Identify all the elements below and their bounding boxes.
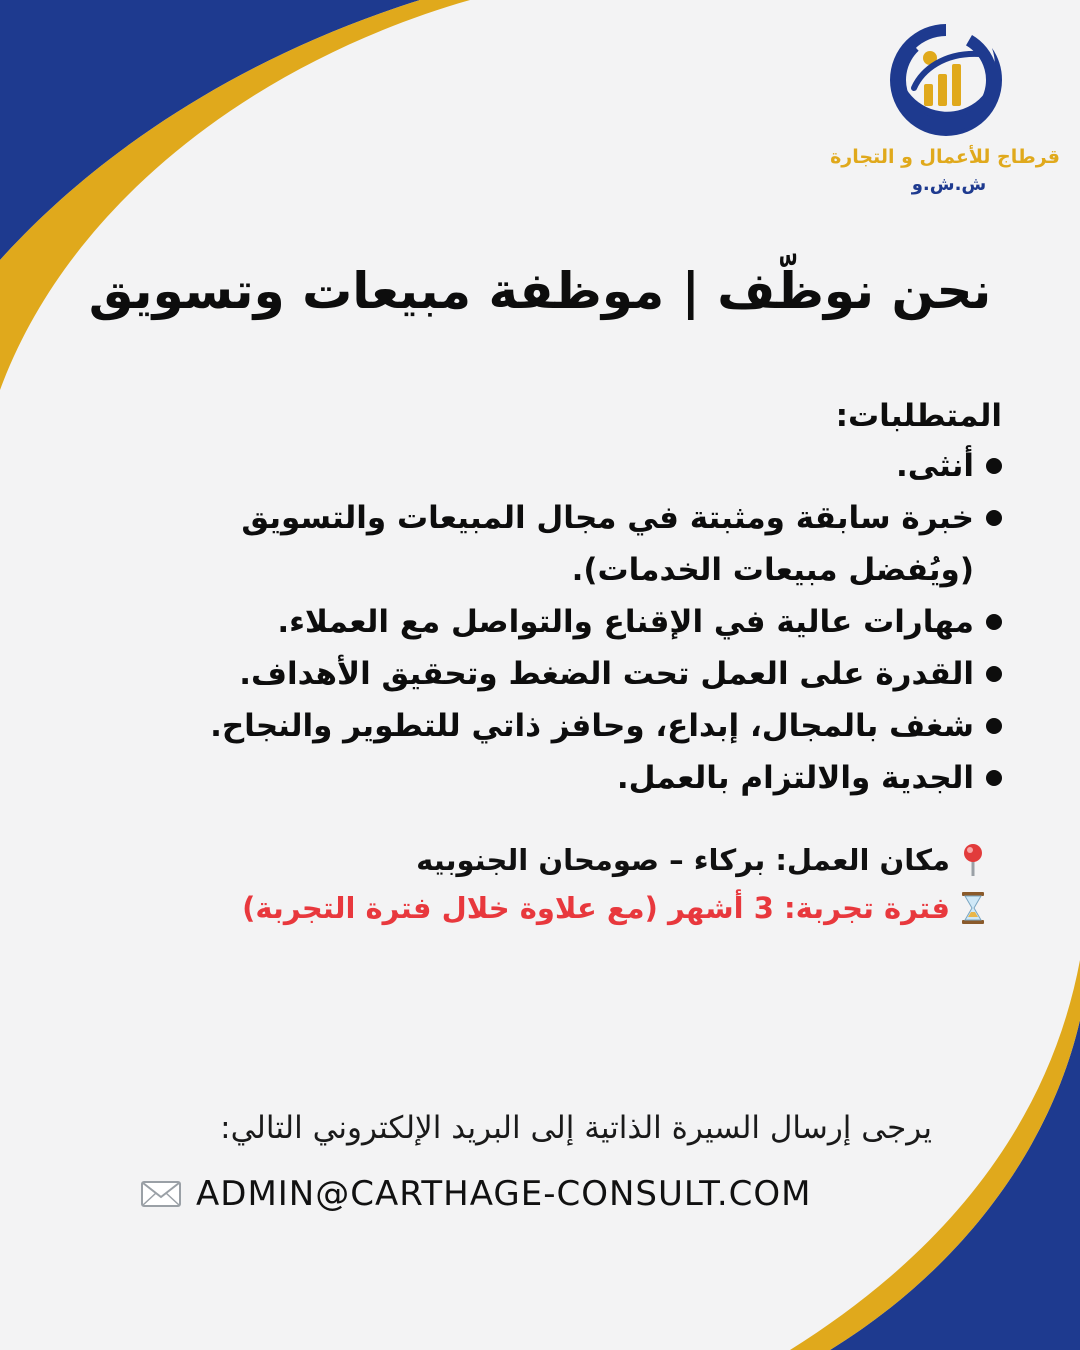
hourglass-icon [958, 890, 988, 926]
bullet-icon [986, 614, 1002, 630]
trial-period [128, 884, 988, 932]
requirement-item [142, 752, 1002, 804]
bullet-icon [986, 770, 1002, 786]
requirement-text: خبرة سابقة ومثبتة في مجال المبيعات والتسويق (ويُفضل مبيعات الخدمات). [241, 500, 974, 588]
pin-icon [958, 842, 988, 878]
requirement-text: الجدية والالتزام بالعمل. [616, 760, 974, 796]
requirement-text: شغف بالمجال، إبداع، وحافز ذاتي للتطوير والنجاح. [210, 708, 974, 744]
company-logo [830, 14, 1060, 204]
bullet-icon [986, 510, 1002, 526]
logo-legal-form: ش.ش.و [911, 174, 987, 195]
requirements-heading: المتطلبات: [835, 398, 1002, 434]
work-location [128, 836, 988, 884]
trial-period-text: فترة تجربة: 3 أشهر (مع علاوة خلال فترة التجربة) [242, 891, 950, 925]
email-row [140, 1174, 940, 1214]
requirement-item [142, 440, 1002, 492]
bullet-icon [986, 666, 1002, 682]
requirement-text: مهارات عالية في الإقناع والتواصل مع العملاء. [277, 604, 974, 640]
logo-emblem-icon [884, 18, 1008, 142]
requirement-item [142, 700, 1002, 752]
work-location-text: مكان العمل: بركاء – صومحان الجنوبيه [416, 843, 950, 877]
page-title: نحن نوظّف | موظفة مبيعات وتسويق [88, 262, 992, 320]
requirements-list [142, 440, 1002, 804]
envelope-icon [140, 1179, 182, 1209]
requirements-section [142, 392, 1002, 804]
job-info-section [128, 836, 988, 932]
bullet-icon [986, 458, 1002, 474]
requirement-text: القدرة على العمل تحت الضغط وتحقيق الأهداف. [239, 656, 974, 692]
requirement-text: أنثى. [895, 448, 974, 484]
requirement-item [142, 596, 1002, 648]
logo-company-name: قرطاج للأعمال و التجارة [830, 146, 1060, 168]
requirement-item [142, 492, 1002, 596]
requirement-item [142, 648, 1002, 700]
cv-instruction: يرجى إرسال السيرة الذاتية إلى البريد الإلكتروني التالي: [220, 1110, 932, 1146]
email-link[interactable]: ADMIN@CARTHAGE-CONSULT.COM [196, 1174, 812, 1214]
bullet-icon [986, 718, 1002, 734]
contact-section [140, 1102, 940, 1214]
